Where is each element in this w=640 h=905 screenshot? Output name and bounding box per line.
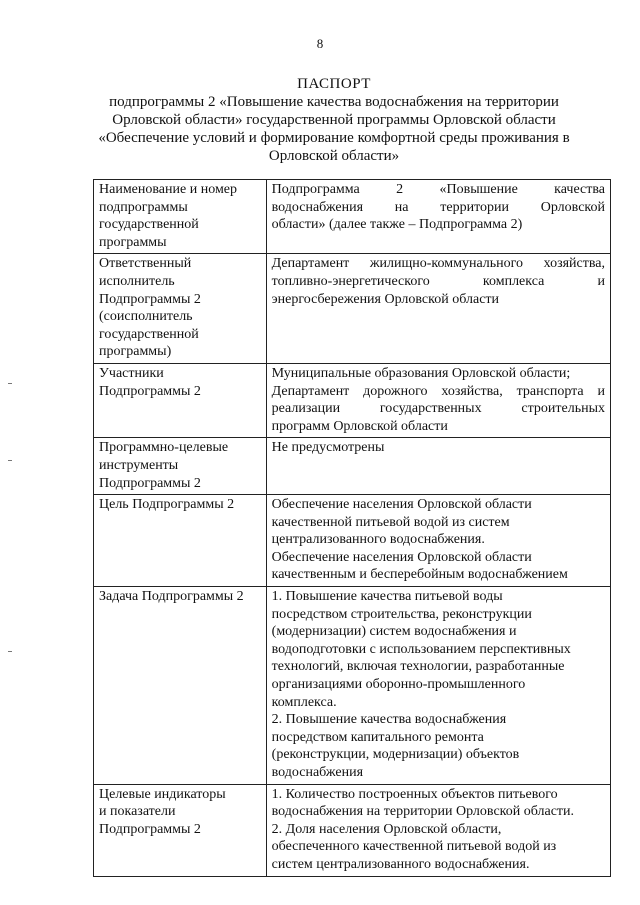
row-label-line: Задача Подпрограммы 2 (99, 589, 244, 605)
row-value-line: качественной питьевой водой из систем (271, 514, 510, 530)
row-value-line: Обеспечение населения Орловской области (271, 549, 532, 565)
row-value-cell (266, 438, 610, 495)
document-title (60, 75, 608, 165)
row-label-line: государственной (99, 217, 199, 233)
table-row (94, 495, 611, 587)
row-label-line: подпрограммы (99, 199, 188, 215)
row-label-cell (94, 587, 267, 785)
table-row (94, 784, 611, 876)
row-value-line: 2. Повышение качества водоснабжения (271, 712, 507, 728)
row-value-line: обеспеченного качественной питьевой водой из (271, 839, 557, 855)
row-value-line: программ Орловской области (271, 418, 448, 434)
passport-table (93, 179, 611, 877)
row-label-line: Наименование и номер (99, 182, 238, 197)
row-value-line: организациями оборонно-промышленного (271, 677, 526, 693)
row-value-line: 2. Доля населения Орловской области, (271, 821, 502, 837)
row-value-line: водоснабжения на территории Орловской области. (271, 804, 575, 820)
row-label-line: Цель Подпрограммы 2 (99, 497, 235, 513)
row-label-line: инструменты (99, 457, 179, 473)
row-value-cell (266, 254, 610, 364)
row-value-line: комплекса. (271, 694, 337, 710)
row-label-cell (94, 784, 267, 876)
row-label-line: Целевые индикаторы (99, 786, 226, 802)
margin-mark (8, 460, 12, 461)
title-heading: ПАСПОРТ (297, 76, 371, 92)
row-value-line: технологий, включая технологии, разработанные (271, 659, 565, 675)
row-value-line: области» (далее также – Подпрограмма 2) (271, 217, 523, 233)
row-label-line: Подпрограммы 2 (99, 821, 201, 837)
row-value-line: Департамент жилищно-коммунального хозяйства, (271, 256, 605, 272)
row-value-line: систем централизованного водоснабжения. (271, 856, 530, 872)
title-line: Орловской области» государственной программы Орловской области (112, 112, 556, 128)
page-number: 8 (316, 36, 324, 51)
row-value-line: качественным и бесперебойным водоснабжением (271, 567, 568, 583)
table-row (94, 180, 611, 254)
row-value-line: реализации государственных строительных (271, 401, 605, 417)
row-label-line: Подпрограммы 2 (99, 383, 201, 399)
row-label-line: государственной (99, 326, 199, 342)
table-row (94, 363, 611, 437)
row-value-line: Департамент дорожного хозяйства, транспорта и (271, 383, 605, 399)
row-label-line: программы) (99, 344, 172, 360)
row-value-line: посредством капитального ремонта (271, 729, 484, 745)
row-label-line: Подпрограммы 2 (99, 291, 201, 307)
row-value-cell (266, 784, 610, 876)
row-label-line: и показатели (99, 804, 176, 820)
row-label-cell (94, 180, 267, 254)
row-value-line: централизованного водоснабжения. (271, 532, 485, 548)
row-label-line: Подпрограммы 2 (99, 475, 201, 491)
row-label-line: исполнитель (99, 273, 175, 289)
row-label-cell (94, 495, 267, 587)
table-row (94, 587, 611, 785)
margin-mark (8, 383, 12, 384)
row-label-cell (94, 363, 267, 437)
row-value-line: водоподготовки с использованием перспективных (271, 641, 571, 657)
row-value-line: (модернизации) систем водоснабжения и (271, 624, 517, 640)
row-value-line: 1. Повышение качества питьевой воды (271, 589, 503, 605)
table-row (94, 438, 611, 495)
row-value-line: 1. Количество построенных объектов питьевого (271, 786, 558, 802)
row-label-cell (94, 438, 267, 495)
title-line: Орловской области» (268, 148, 400, 164)
row-value-line: водоснабжения (271, 765, 364, 780)
row-value-line: Обеспечение населения Орловской области (271, 497, 532, 513)
row-label-line: Ответственный (99, 256, 192, 272)
title-line: «Обеспечение условий и формирование комфортной среды проживания в (98, 130, 570, 146)
row-value-line: (реконструкции, модернизации) объектов (271, 747, 520, 763)
row-label-cell (94, 254, 267, 364)
row-label-line: Участники (99, 365, 164, 381)
row-label-line: программы (99, 234, 167, 250)
title-line: подпрограммы 2 «Повышение качества водоснабжения на территории (109, 94, 559, 110)
row-value-line: Подпрограмма 2 «Повышение качества (271, 182, 605, 197)
row-value-cell (266, 363, 610, 437)
row-value-cell (266, 587, 610, 785)
row-value-line: посредством строительства, реконструкции (271, 606, 532, 622)
row-value-cell (266, 495, 610, 587)
row-value-line: энергосбережения Орловской области (271, 291, 500, 307)
row-label-line: Программно-целевые (99, 440, 229, 456)
row-value-cell (266, 180, 610, 254)
margin-mark (8, 651, 12, 652)
row-value-line: водоснабжения на территории Орловской (271, 199, 605, 215)
row-value-line: топливно-энергетического комплекса и (271, 273, 605, 289)
row-label-line: (соисполнитель (99, 309, 193, 325)
row-value-line: Не предусмотрены (271, 440, 385, 456)
row-value-line: Муниципальные образования Орловской области; (271, 365, 571, 381)
table-row (94, 254, 611, 364)
